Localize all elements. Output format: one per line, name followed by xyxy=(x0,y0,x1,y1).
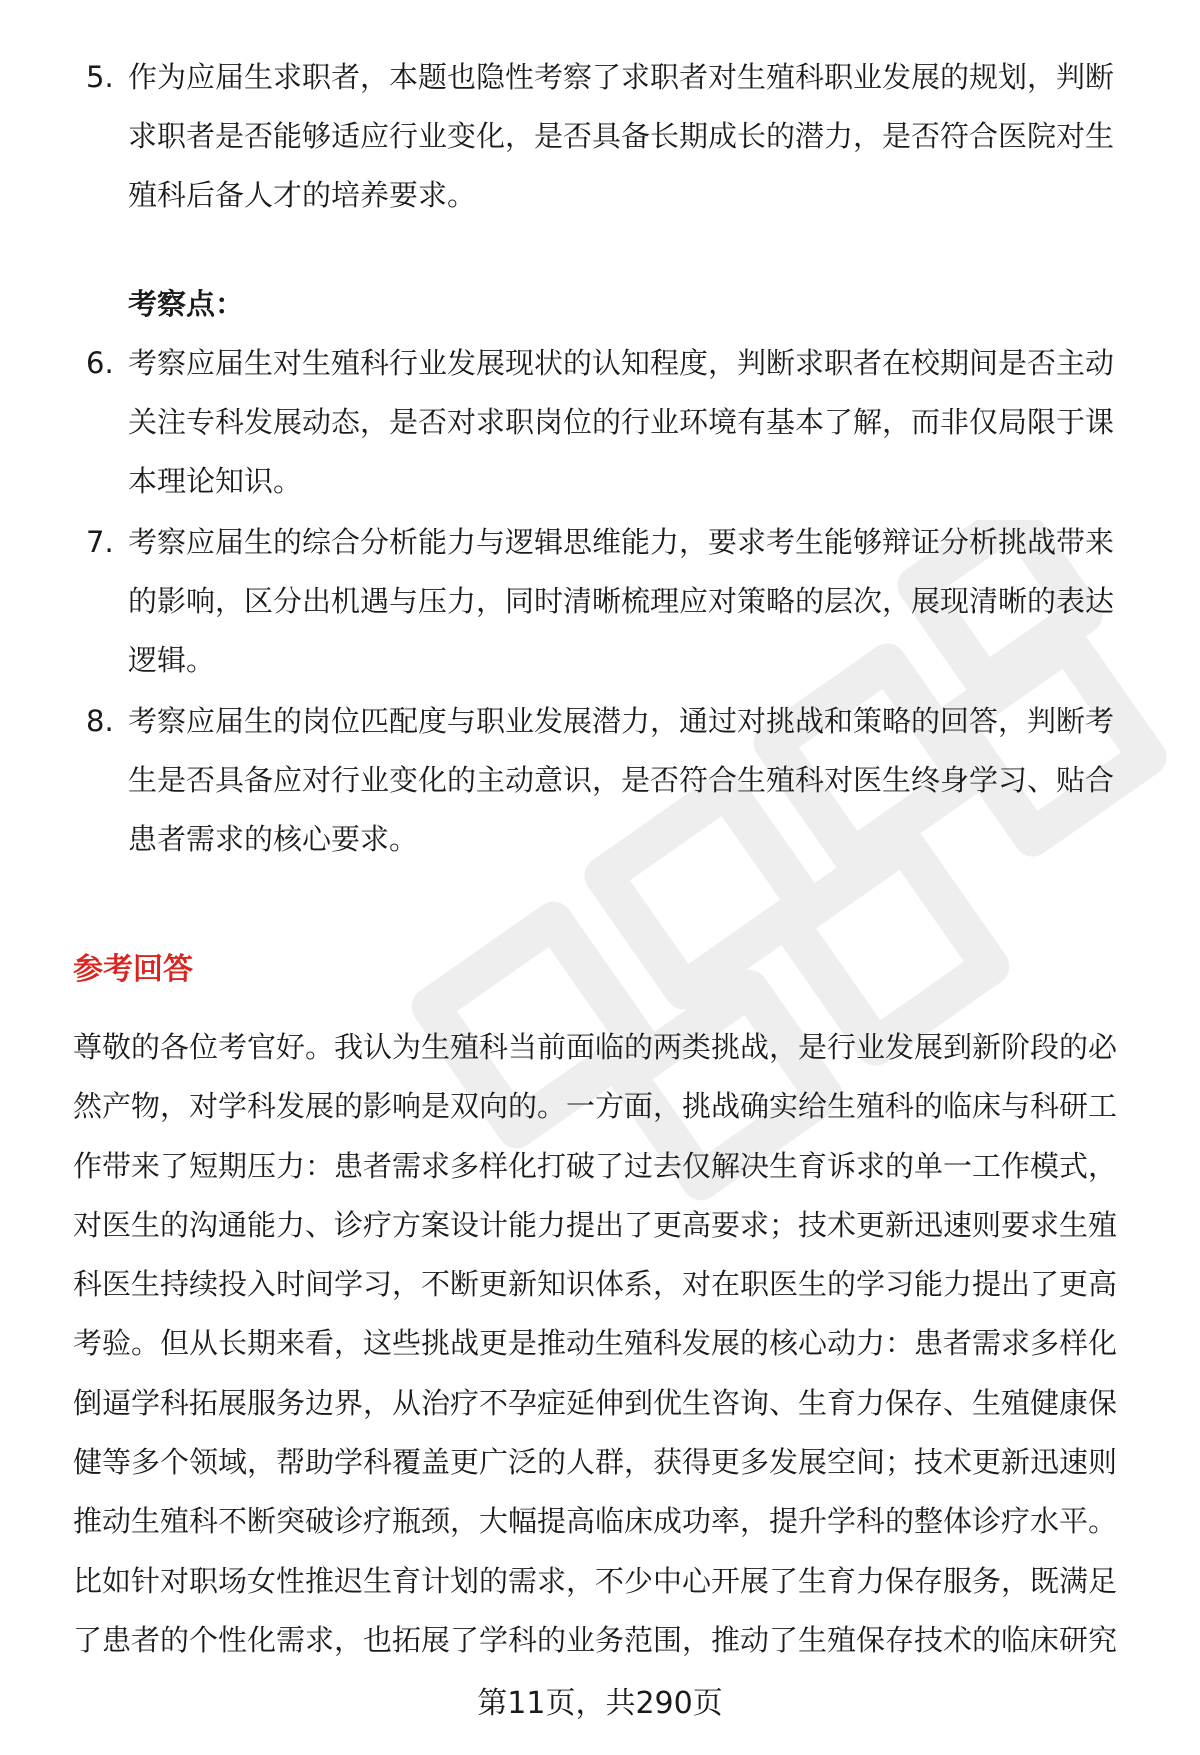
answer-line: 比如针对职场女性推迟生育计划的需求，不少中心开展了生育力保存服务，既满足 xyxy=(73,1563,1118,1598)
list-line: 关注专科发展动态，是否对求职岗位的行业环境有基本了解，而非仅局限于课 xyxy=(128,405,1115,439)
list-number: 6. xyxy=(86,346,114,380)
page-footer: 第11页，共290页 xyxy=(477,1686,723,1721)
answer-heading: 参考回答 xyxy=(73,952,193,987)
list-text xyxy=(128,513,1151,690)
list-text xyxy=(128,692,1151,869)
list-line: 考察应届生对生殖科行业发展现状的认知程度，判断求职者在校期间是否主动 xyxy=(128,346,1115,380)
answer-line: 对医生的沟通能力、诊疗方案设计能力提出了更高要求；技术更新迅速则要求生殖 xyxy=(73,1207,1118,1242)
list-line: 考察应届生的岗位匹配度与职业发展潜力，通过对挑战和策略的回答，判断考 xyxy=(128,704,1115,738)
answer-line: 作带来了短期压力：患者需求多样化打破了过去仅解决生育诉求的单一工作模式， xyxy=(73,1148,1118,1183)
answer-line: 然产物，对学科发展的影响是双向的。一方面，挑战确实给生殖科的临床与科研工 xyxy=(73,1089,1118,1124)
answer-line: 倒逼学科拓展服务边界，从治疗不孕症延伸到优生咨询、生育力保存、生殖健康保 xyxy=(73,1385,1118,1420)
list-number: 5. xyxy=(86,60,114,94)
list-line: 逻辑。 xyxy=(128,643,216,677)
list-line: 的影响，区分出机遇与压力，同时清晰梳理应对策略的层次，展现清晰的表达 xyxy=(128,584,1115,618)
section-subheading: 考察点： xyxy=(128,287,245,321)
answer-line: 推动生殖科不断突破诊疗瓶颈，大幅提高临床成功率，提升学科的整体诊疗水平。 xyxy=(73,1504,1118,1539)
list-line: 本理论知识。 xyxy=(128,464,303,498)
answer-line: 尊敬的各位考官好。我认为生殖科当前面临的两类挑战，是行业发展到新阶段的必 xyxy=(73,1030,1118,1064)
answer-line: 考验。但从长期来看，这些挑战更是推动生殖科发展的核心动力：患者需求多样化 xyxy=(73,1326,1118,1361)
list-line: 考察应届生的综合分析能力与逻辑思维能力，要求考生能够辩证分析挑战带来 xyxy=(128,525,1115,559)
list-line: 求职者是否能够适应行业变化，是否具备长期成长的潜力，是否符合医院对生 xyxy=(128,119,1115,153)
list-line: 殖科后备人才的培养要求。 xyxy=(128,178,477,212)
list-line: 患者需求的核心要求。 xyxy=(128,822,419,856)
answer-line: 了患者的个性化需求，也拓展了学科的业务范围，推动了生殖保存技术的临床研究 xyxy=(73,1622,1118,1657)
list-number: 8. xyxy=(86,704,114,738)
list-number: 7. xyxy=(86,525,114,559)
answer-paragraph xyxy=(73,1018,1163,1670)
list-text xyxy=(128,48,1151,225)
answer-line: 健等多个领域，帮助学科覆盖更广泛的人群，获得更多发展空间；技术更新迅速则 xyxy=(73,1445,1118,1480)
list-line: 作为应届生求职者，本题也隐性考察了求职者对生殖科职业发展的规划，判断 xyxy=(128,60,1115,94)
list-text xyxy=(128,334,1151,511)
list-line: 生是否具备应对行业变化的主动意识，是否符合生殖科对医生终身学习、贴合 xyxy=(128,763,1115,797)
answer-line: 科医生持续投入时间学习，不断更新知识体系，对在职医生的学习能力提出了更高 xyxy=(73,1267,1118,1302)
